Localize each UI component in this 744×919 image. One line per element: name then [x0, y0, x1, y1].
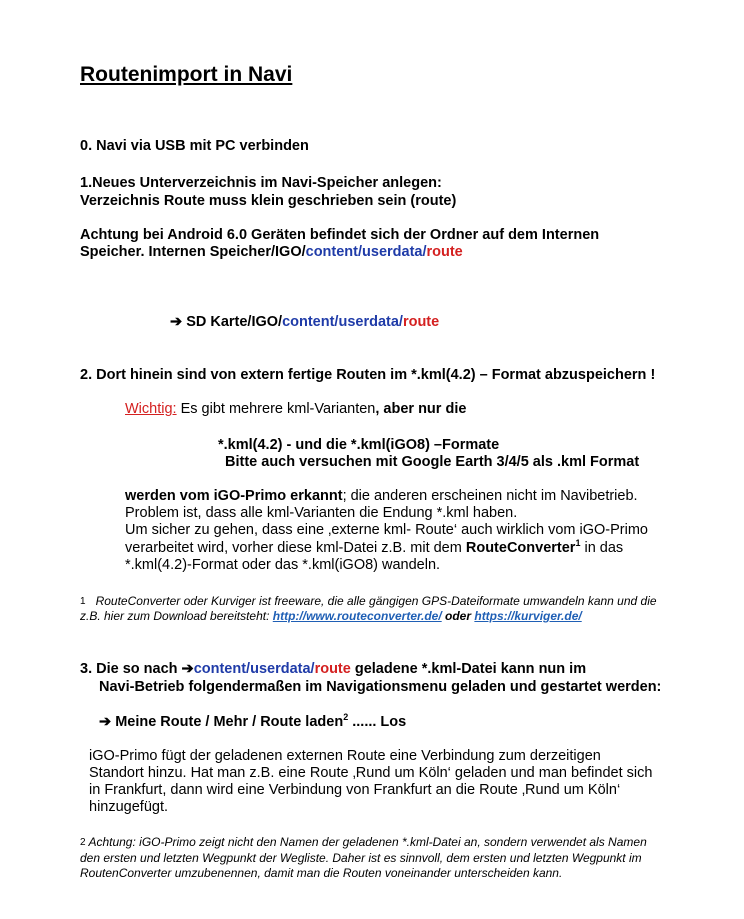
footnote-1-oder: oder — [441, 609, 475, 623]
step-3-para-line-1: iGO-Primo fügt der geladenen externen Route eine Verbindung zum derzeitigen — [89, 748, 601, 764]
menu-path-text: Meine Route / Mehr / Route laden — [115, 714, 344, 730]
step-3-para-line-4: hinzugefügt. — [89, 799, 169, 815]
step-3-path-blue: content/userdata/ — [193, 661, 315, 677]
step-0: 0. Navi via USB mit PC verbinden — [80, 138, 309, 154]
footnote-2-text: Achtung: iGO-Primo zeigt nicht den Namen der geladenen *.kml-Datei an, sondern verwendet als Namen — [85, 835, 647, 849]
footnote-2-line-1 — [80, 835, 647, 850]
para-line-4-pre: verarbeitet wird, vorher diese kml-Datei z.B. mit dem — [125, 540, 466, 556]
sd-path-red: route — [402, 314, 440, 330]
sd-card-path — [170, 313, 439, 331]
page-title: Routenimport in Navi — [80, 63, 293, 86]
step-2-heading: 2. Dort hinein sind von extern fertige Routen im *.kml(4.2) – Format abzuspeichern ! — [80, 367, 656, 383]
footnote-1-text: RouteConverter oder Kurviger ist freeware, die alle gängigen GPS-Dateiformate umwandeln kann und die — [95, 594, 657, 608]
wichtig-line — [125, 401, 466, 418]
android-note-line-2 — [80, 243, 463, 261]
routeconverter-link[interactable]: http://www.routeconverter.de/ — [272, 609, 442, 623]
recognized-bold: werden vom iGO-Primo erkannt — [125, 488, 343, 504]
sd-path-prefix: SD Karte/IGO/ — [186, 314, 283, 330]
step-2-para-line-2: Problem ist, dass alle kml-Varianten die Endung *.kml haben. — [125, 505, 518, 521]
android-note-line-1: Achtung bei Android 6.0 Geräten befindet sich der Ordner auf dem Internen — [80, 227, 600, 243]
step-3-line-1 — [80, 660, 586, 678]
footnote-1-line-2-pre: z.B. hier zum Download bereitsteht: — [80, 609, 273, 623]
kurviger-link[interactable]: https://kurviger.de/ — [474, 609, 582, 623]
footnote-1-line-1 — [80, 594, 657, 609]
step-3-path-red: route — [314, 661, 351, 677]
routeconverter-bold: RouteConverter — [465, 540, 576, 556]
step-2-para-line-3: Um sicher zu gehen, dass eine ‚externe kml- Route‘ auch wirklich vom iGO-Primo — [125, 522, 648, 538]
wichtig-bold: , aber nur die — [375, 401, 467, 417]
para-line-4-post: in das — [580, 540, 624, 556]
footnote-2-line-3: RoutenConverter umzubenennen, damit man die Routen voneinander unterscheiden kann. — [80, 866, 563, 880]
android-path-prefix: Speicher. Internen Speicher/IGO/ — [80, 244, 306, 260]
step-2-para-line-5: *.kml(4.2)-Format oder das *.kml(iGO8) wandeln. — [125, 557, 441, 573]
step-3-para-line-2: Standort hinzu. Hat man z.B. eine Route ‚Rund um Köln‘ geladen und man befindet sich — [89, 765, 653, 781]
step-1-line-2: Verzeichnis Route muss klein geschrieben sein (route) — [80, 193, 457, 209]
footnote-ref-2: 2 — [343, 712, 349, 723]
arrow-right-icon: ➔ — [181, 661, 194, 677]
step-1-line-1: 1.Neues Unterverzeichnis im Navi-Speicher anlegen: — [80, 175, 442, 191]
step-3-line-2: Navi-Betrieb folgendermaßen im Navigationsmenu geladen und gestartet werden: — [99, 679, 662, 695]
arrow-right-icon: ➔ — [99, 714, 112, 730]
step-3-pre: 3. Die so nach — [80, 661, 182, 677]
footnote-ref-1: 1 — [575, 538, 581, 549]
sd-path-blue: content/userdata/ — [282, 314, 403, 330]
menu-path — [99, 713, 406, 731]
footnote-2-line-2: den ersten und letzten Wegpunkt der Wegliste. Daher ist es sinnvoll, dem ersten und letzten Wegpunkt im — [80, 851, 642, 865]
google-earth-note: Bitte auch versuchen mit Google Earth 3/4/5 als .kml Format — [225, 454, 640, 470]
footnote-1-number: 1 — [80, 596, 86, 607]
menu-post: ...... Los — [348, 714, 407, 730]
step-3-post: geladene *.kml-Datei kann nun im — [350, 661, 587, 677]
para-line-1-rest: ; die anderen erscheinen nicht im Navibetrieb. — [342, 488, 638, 504]
step-3-para-line-3: in Frankfurt, dann wird eine Verbindung von Frankfurt an die Route ‚Rund um Köln‘ — [89, 782, 621, 798]
arrow-right-icon: ➔ — [170, 314, 183, 330]
wichtig-label: Wichtig: — [125, 401, 177, 417]
kml-formats: *.kml(4.2) - und die *.kml(iGO8) –Formate — [218, 437, 500, 453]
step-2-para-line-1 — [125, 488, 638, 505]
android-path-blue: content/userdata/ — [305, 244, 427, 260]
footnote-1-line-2 — [80, 609, 582, 624]
wichtig-text: Es gibt mehrere kml-Varianten — [176, 401, 376, 417]
android-path-red: route — [426, 244, 463, 260]
footnote-2-number: 2 — [80, 837, 86, 848]
step-2-para-line-4 — [125, 540, 623, 557]
